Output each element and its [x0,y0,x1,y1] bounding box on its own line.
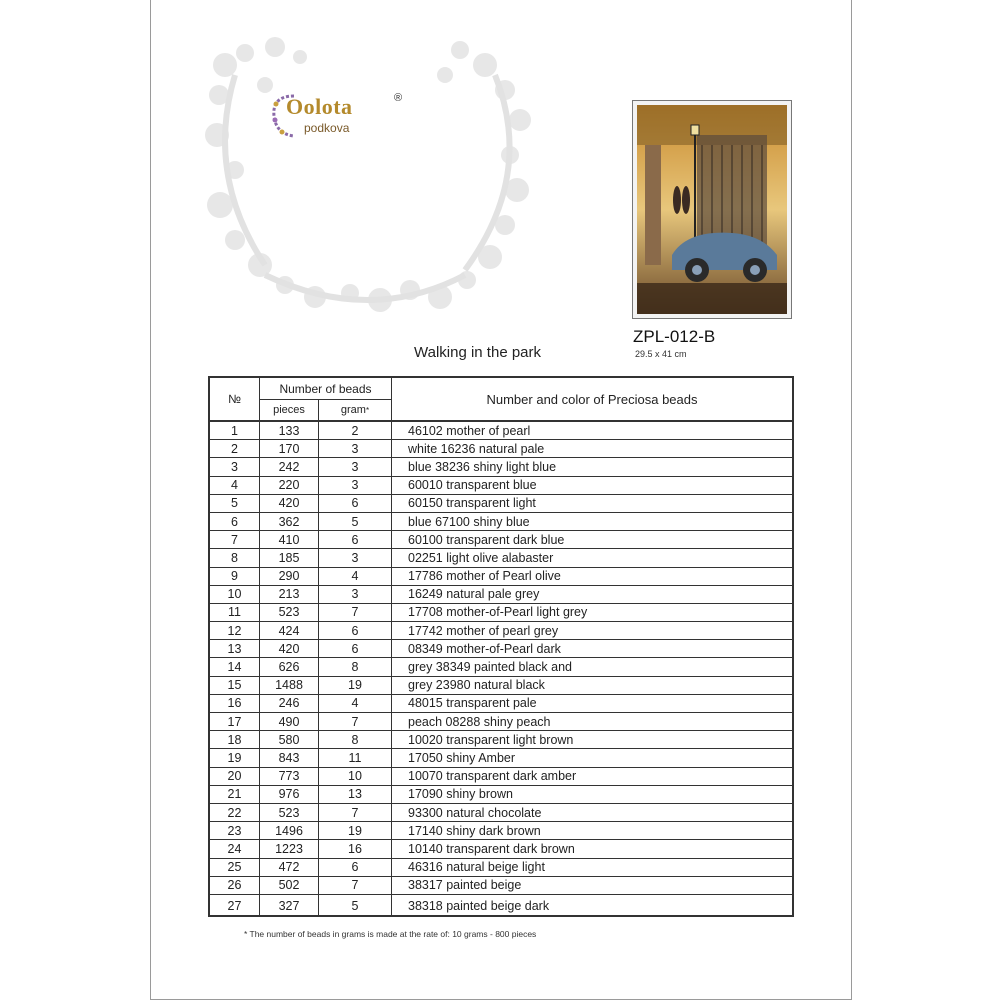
logo-brand-text: Oolota [286,94,353,119]
table-row [210,859,792,877]
cell-pieces: 220 [260,477,319,494]
cell-gram: 19 [319,822,392,839]
table-row [210,495,792,513]
cell-color: 60100 transparent dark blue [408,532,565,547]
table-row [210,604,792,622]
table-row [210,422,792,440]
cell-gram: 6 [319,531,392,548]
cell-pieces: 242 [260,458,319,475]
table-row [210,895,792,917]
table-row [210,531,792,549]
header-gram [319,400,392,420]
cell-gram: 6 [319,622,392,639]
cell-number: 18 [210,731,260,748]
table-row [210,877,792,895]
cell-gram: 5 [319,513,392,530]
table-row [210,713,792,731]
cell-number: 22 [210,804,260,821]
cell-gram: 7 [319,713,392,730]
cell-number: 21 [210,786,260,803]
cell-color: blue 38236 shiny light blue [408,459,557,474]
cell-pieces: 362 [260,513,319,530]
cell-gram: 3 [319,586,392,603]
table-row [210,840,792,858]
cell-pieces: 213 [260,586,319,603]
cell-gram: 3 [319,549,392,566]
cell-pieces: 133 [260,422,319,439]
table-body [210,422,792,917]
cell-number: 13 [210,640,260,657]
cell-gram: 3 [319,458,392,475]
footnote: * The number of beads in grams is made at the rate of: 10 grams - 800 pieces [244,929,537,939]
cell-pieces: 420 [260,495,319,512]
cell-pieces: 523 [260,604,319,621]
table-row [210,731,792,749]
cell-number: 11 [210,604,260,621]
cell-color: 48015 transparent pale [408,696,537,711]
cell-color: grey 38349 painted black and [408,660,573,675]
park-scene-illustration [637,105,787,314]
table-row [210,568,792,586]
cell-pieces: 523 [260,804,319,821]
cell-color: 17708 mother-of-Pearl light grey [408,605,588,620]
cell-pieces: 1496 [260,822,319,839]
cell-number: 24 [210,840,260,857]
cell-pieces: 773 [260,768,319,785]
cell-pieces: 424 [260,622,319,639]
cell-color: 38317 painted beige [408,878,522,893]
cell-pieces: 170 [260,440,319,457]
cell-number: 8 [210,549,260,566]
cell-color: 10140 transparent dark brown [408,841,575,856]
cell-color: 17090 shiny brown [408,787,513,802]
pattern-size: 29.5 x 41 cm [635,349,687,359]
table-row [210,822,792,840]
cell-number: 12 [210,622,260,639]
registered-mark: ® [394,92,403,104]
cell-color: 17050 shiny Amber [408,750,516,765]
cell-gram: 16 [319,840,392,857]
table-row [210,786,792,804]
table-row [210,749,792,767]
cell-number: 7 [210,531,260,548]
cell-number: 26 [210,877,260,894]
floral-ornament [205,35,535,315]
cell-number: 4 [210,477,260,494]
cell-number: 9 [210,568,260,585]
cell-number: 1 [210,422,260,439]
cell-gram: 7 [319,877,392,894]
cell-pieces: 1488 [260,677,319,694]
cell-pieces: 843 [260,749,319,766]
cell-number: 2 [210,440,260,457]
cell-color: 17742 mother of pearl grey [408,623,559,638]
cell-gram: 4 [319,695,392,712]
cell-pieces: 976 [260,786,319,803]
cell-gram: 4 [319,568,392,585]
cell-color: 10070 transparent dark amber [408,769,577,784]
cell-color: 02251 light olive alabaster [408,550,554,565]
cell-number: 17 [210,713,260,730]
header-gram-mark: * [365,405,370,415]
cell-color: 60010 transparent blue [408,478,537,493]
table-row [210,622,792,640]
table-row [210,804,792,822]
cell-pieces: 290 [260,568,319,585]
header-number: № [210,378,260,420]
cell-number: 10 [210,586,260,603]
table-row [210,677,792,695]
header-pieces: pieces [260,400,319,420]
cell-pieces: 502 [260,877,319,894]
cell-gram: 2 [319,422,392,439]
cell-number: 6 [210,513,260,530]
table-row [210,477,792,495]
cell-color: 46102 mother of pearl [408,423,531,438]
cell-color: grey 23980 natural black [408,678,545,693]
cell-number: 20 [210,768,260,785]
cell-gram: 11 [319,749,392,766]
cell-pieces: 410 [260,531,319,548]
cell-pieces: 246 [260,695,319,712]
cell-gram: 3 [319,477,392,494]
cell-gram: 6 [319,859,392,876]
cell-number: 27 [210,895,260,917]
cell-number: 16 [210,695,260,712]
cell-color: blue 67100 shiny blue [408,514,530,529]
cell-gram: 13 [319,786,392,803]
cell-color: 46316 natural beige light [408,860,545,875]
pattern-code: ZPL-012-B [633,327,716,346]
cell-number: 5 [210,495,260,512]
cell-number: 19 [210,749,260,766]
header-color: Number and color of Preciosa beads [486,391,698,407]
cell-color: 16249 natural pale grey [408,587,540,602]
table-row [210,695,792,713]
table-row [210,549,792,567]
cell-pieces: 490 [260,713,319,730]
header-number-of-beads: Number of beads [260,378,392,400]
cell-pieces: 626 [260,658,319,675]
table-row [210,458,792,476]
cell-gram: 6 [319,640,392,657]
cell-color: 17140 shiny dark brown [408,823,541,838]
cell-gram: 19 [319,677,392,694]
cell-gram: 6 [319,495,392,512]
cell-color: 17786 mother of Pearl olive [408,569,561,584]
table-row [210,658,792,676]
cell-gram: 10 [319,768,392,785]
beads-table [208,376,794,917]
table-row [210,768,792,786]
cell-pieces: 1223 [260,840,319,857]
cell-pieces: 580 [260,731,319,748]
cell-gram: 8 [319,731,392,748]
cell-gram: 3 [319,440,392,457]
table-header [210,378,792,422]
cell-number: 3 [210,458,260,475]
cell-gram: 5 [319,895,392,917]
cell-pieces: 327 [260,895,319,917]
cell-color: 38318 painted beige dark [408,898,550,913]
cell-number: 25 [210,859,260,876]
brand-logo [270,88,420,144]
cell-pieces: 185 [260,549,319,566]
cell-color: 93300 natural chocolate [408,805,542,820]
cell-gram: 8 [319,658,392,675]
cell-gram: 7 [319,804,392,821]
cell-gram: 7 [319,604,392,621]
table-row [210,586,792,604]
table-row [210,513,792,531]
cell-color: white 16236 natural pale [408,441,545,456]
cell-number: 14 [210,658,260,675]
cell-number: 23 [210,822,260,839]
cell-color: 60150 transparent light [408,496,536,511]
cell-color: 10020 transparent light brown [408,732,574,747]
cell-pieces: 472 [260,859,319,876]
table-row [210,640,792,658]
pattern-preview-image [632,100,792,319]
table-row [210,440,792,458]
cell-color: peach 08288 shiny peach [408,714,551,729]
pattern-title: Walking in the park [414,344,542,361]
cell-number: 15 [210,677,260,694]
logo-sub-text: podkova [304,121,350,135]
cell-color: 08349 mother-of-Pearl dark [408,641,561,656]
cell-pieces: 420 [260,640,319,657]
header-gram-label: gram [340,404,366,416]
